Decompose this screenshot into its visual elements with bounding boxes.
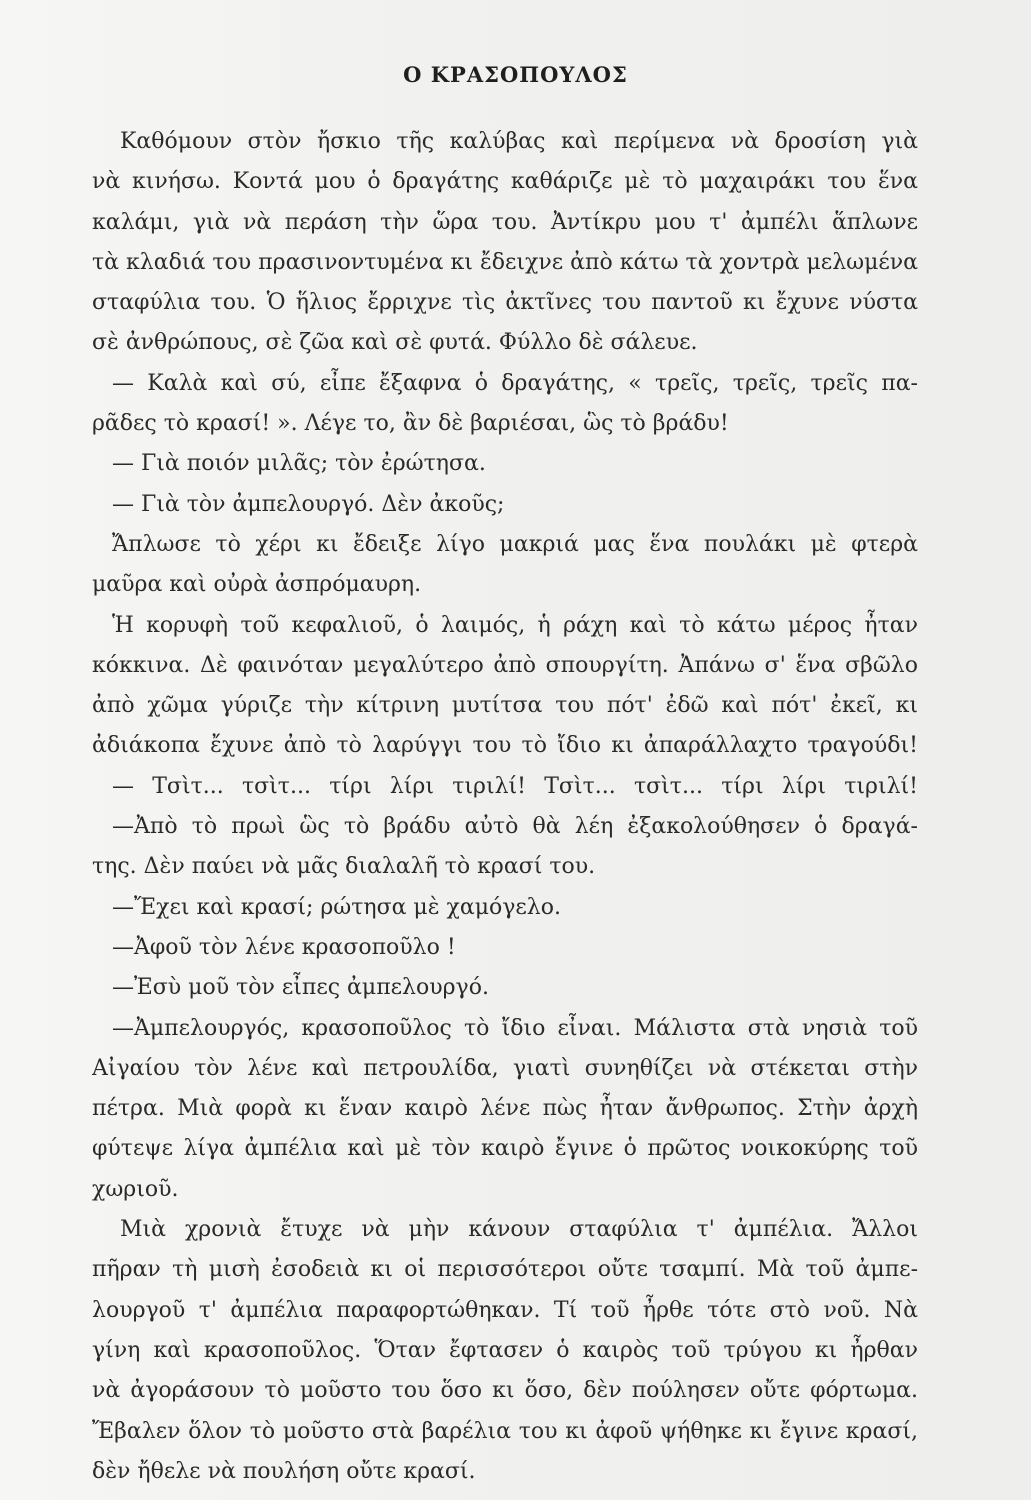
text-line: —Ἀφοῦ τὸν λένε κρασοποῦλο ! (112, 934, 456, 960)
text-line: ρᾶδες τὸ κρασί! ». Λέγε το, ἂν δὲ βαριέσαι, ὣς τὸ βράδυ! (92, 411, 729, 437)
text-line: —Ἀπὸ τὸ πρωὶ ὣς τὸ βράδυ αὐτὸ θὰ λέη ἐξακολούθησεν ὁ δραγά- (112, 814, 918, 840)
text-line: Ἡ κορυφὴ τοῦ κεφαλιοῦ, ὁ λαιμός, ἡ ράχη καὶ τὸ κάτω μέρος ἦταν (112, 612, 918, 638)
text-line: κόκκινα. Δὲ φαινόταν μεγαλύτερο ἀπὸ σπουργίτη. Ἀπάνω σ' ἕνα σβῶλο (92, 652, 918, 678)
text-line: σταφύλια του. Ὁ ἥλιος ἔρριχνε τὶς ἀκτῖνες του παντοῦ κι ἔχυνε νύστα (92, 290, 918, 316)
text-line: λουργοῦ τ' ἀμπέλια παραφορτώθηκαν. Τί τοῦ ἦρθε τότε στὸ νοῦ. Νὰ (92, 1297, 918, 1323)
text-line: φύτεψε λίγα ἀμπέλια καὶ μὲ τὸν καιρὸ ἔγινε ὁ πρῶτος νοικοκύρης τοῦ (92, 1136, 918, 1162)
text-line: καλάμι, γιὰ νὰ περάση τὴν ὥρα του. Ἀντίκρυ μου τ' ἀμπέλι ἅπλωνε (92, 209, 918, 235)
text-line: Καθόμουν στὸν ἤσκιο τῆς καλύβας καὶ περίμενα νὰ δροσίση γιὰ (120, 129, 918, 154)
text-line: μαῦρα καὶ οὐρὰ ἀσπρόμαυρη. (92, 572, 422, 598)
body-text (92, 122, 918, 1492)
text-line: πῆραν τὴ μισὴ ἐσοδειὰ κι οἱ περισσότεροι οὔτε τσαμπί. Μὰ τοῦ ἀμπε- (92, 1257, 918, 1283)
text-line: — Καλὰ καὶ σύ, εἶπε ἔξαφνα ὁ δραγάτης, « τρεῖς, τρεῖς, τρεῖς πα- (112, 370, 918, 396)
text-line: — Τσὶτ... τσὶτ... τίρι λίρι τιριλί! Τσὶτ... τσὶτ... τίρι λίρι τιριλί! (112, 773, 918, 799)
text-line: Ἔβαλεν ὅλον τὸ μοῦστο στὰ βαρέλια του κι ἀφοῦ ψήθηκε κι ἔγινε κρασί, (92, 1418, 918, 1444)
text-line: — Γιὰ τὸν ἀμπελουργό. Δὲν ἀκοῦς; (112, 491, 505, 517)
text-line: Ἄπλωσε τὸ χέρι κι ἔδειξε λίγο μακριά μας ἕνα πουλάκι μὲ φτερὰ (112, 531, 918, 557)
text-line: —Ἀμπελουργός, κρασοποῦλος τὸ ἴδιο εἶναι. Μάλιστα στὰ νησιὰ τοῦ (112, 1015, 918, 1041)
text-line: σὲ ἀνθρώπους, σὲ ζῶα καὶ σὲ φυτά. Φύλλο δὲ σάλευε. (92, 330, 698, 356)
text-line: Αἰγαίου τὸν λένε καὶ πετρουλίδα, γιατὶ συνηθίζει νὰ στέκεται στὴν (92, 1055, 918, 1081)
text-line: πέτρα. Μιὰ φορὰ κι ἕναν καιρὸ λένε πὼς ἦταν ἄνθρωπος. Στὴν ἀρχὴ (92, 1096, 918, 1122)
text-line: νὰ ἀγοράσουν τὸ μοῦστο του ὅσο κι ὅσο, δὲν πούλησεν οὔτε φόρτωμα. (92, 1378, 918, 1404)
text-line: Μιὰ χρονιὰ ἔτυχε νὰ μὴν κάνουν σταφύλια τ' ἀμπέλια. Ἄλλοι (120, 1217, 918, 1243)
text-line: ἀδιάκοπα ἔχυνε ἀπὸ τὸ λαρύγγι του τὸ ἴδιο κι ἀπαράλλαχτο τραγούδι! (92, 733, 918, 759)
text-line: χωριοῦ. (92, 1176, 179, 1202)
text-line: —Ἔχει καὶ κρασί; ρώτησα μὲ χαμόγελο. (112, 894, 561, 920)
text-line: νὰ κινήσω. Κοντά μου ὁ δραγάτης καθάριζε μὲ τὸ μαχαιράκι του ἕνα (92, 169, 918, 195)
text-line: ἀπὸ χῶμα γύριζε τὴν κίτρινη μυτίτσα του πότ' ἐδῶ καὶ πότ' ἐκεῖ, κι (92, 693, 918, 719)
text-line: — Γιὰ ποιόν μιλᾶς; τὸν ἐρώτησα. (112, 451, 486, 477)
text-line: —Ἐσὺ μοῦ τὸν εἶπες ἀμπελουργό. (112, 975, 489, 1001)
text-line: γίνη καὶ κρασοποῦλος. Ὅταν ἔφτασεν ὁ καιρὸς τοῦ τρύγου κι ἦρθαν (92, 1337, 918, 1363)
text-line: δὲν ἤθελε νὰ πουλήση οὔτε κρασί. (92, 1458, 476, 1484)
page-title: Ο ΚΡΑΣΟΠΟΥΛΟΣ (403, 62, 628, 87)
text-line: της. Δὲν παύει νὰ μᾶς διαλαλῆ τὸ κρασί του. (92, 854, 596, 880)
text-line: τὰ κλαδιά του πρασινοντυμένα κι ἔδειχνε ἀπὸ κάτω τὰ χοντρὰ μελωμένα (92, 249, 918, 275)
